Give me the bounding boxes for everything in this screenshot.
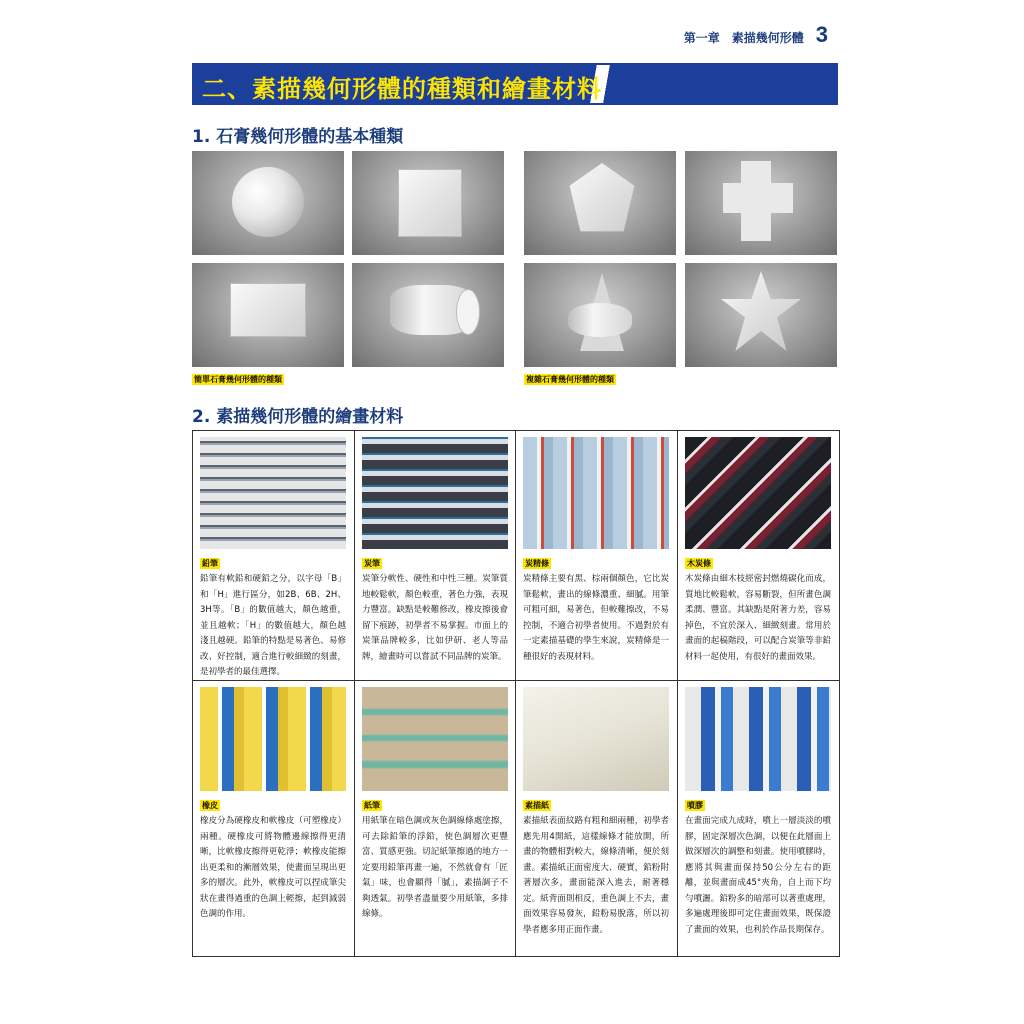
material-description: 橡皮分為硬橡皮和軟橡皮（可塑橡皮）兩種。硬橡皮可將物體邊線擦得更清晰，比軟橡皮擦得更乾淨；軟橡皮能擦出更柔和的漸層效果，使畫面呈現出更多的層次。此外，軟橡皮可以捏成筆尖狀在畫得過重的色調上輕擦，起到減弱色調的作用。 [200, 816, 346, 919]
section-title: 二、素描幾何形體的種類和繪畫材料 [202, 75, 602, 103]
material-cell-willow-charcoal [678, 431, 839, 681]
prism-shape [230, 283, 306, 337]
material-description: 炭筆分軟性、硬性和中性三種。炭筆質地較鬆軟，顏色較重，著色力強，表現力豐富。缺點是較難修改，橡皮擦後會留下痕跡，初學者不易掌握。市面上的炭筆品牌較多，比如伊研、老人等品牌，繪畫時可以嘗試不同品牌的炭筆。 [362, 574, 508, 662]
photo-dodecahedron [524, 151, 676, 255]
material-label: 炭精條 [525, 559, 549, 568]
material-cell-charcoal-stick [516, 431, 678, 681]
material-cell-eraser [193, 681, 355, 956]
material-label: 橡皮 [202, 801, 218, 810]
material-label: 噴膠 [687, 801, 703, 810]
paper-stumps-photo [362, 687, 508, 791]
material-description: 在畫面完成九成時，噴上一層淡淡的噴膠，固定深層次色調，以便在此層面上做深層次的調整和刻畫。使用噴膠時，應將其與畫面保持50公分左右的距離，並與畫面成45°夾角，自上而下均勻噴灑。鉛粉多的暗部可以著重處理，多遍處理後即可定住畫面效果，既保證了畫面的效果，也利於作品長期保存。 [685, 816, 831, 935]
material-cell-paper-stump [355, 681, 516, 956]
material-cell-pencil [193, 431, 355, 681]
photo-cone-cylinder [524, 263, 676, 367]
fixative-spray-photo [685, 687, 831, 791]
page-header [684, 22, 828, 48]
sphere-shape [232, 167, 304, 237]
material-label: 炭筆 [364, 559, 380, 568]
charcoal-sticks-photo [523, 437, 669, 549]
dodecahedron-shape [566, 163, 638, 239]
material-description: 用紙筆在暗色調或灰色調線條處塗擦，可去除鉛筆的浮鉛，使色調層次更豐富、質感更強。切記紙筆擦過的地方一定要用鉛筆再畫一遍，不然就會有「匠氣」味，也會顯得「膩」，素描調子不夠透氣。初學者盡量要少用紙筆，多排線條。 [362, 816, 508, 919]
material-label: 素描紙 [525, 801, 549, 810]
photo-cross-shape [685, 151, 837, 255]
caption-complex-shapes: 複雜石膏幾何形體的種類 [526, 375, 614, 384]
erasers-photo [200, 687, 346, 791]
cross-horizontal [723, 183, 793, 213]
photo-star-shape [685, 263, 837, 367]
drawing-paper-photo [523, 687, 669, 791]
cylinder-end [456, 289, 480, 335]
chapter-title: 第一章 素描幾何形體 [683, 31, 804, 45]
subsection-title-1: 1. 石膏幾何形體的基本種類 [192, 127, 404, 147]
photo-sphere [192, 151, 344, 255]
material-label: 鉛筆 [202, 559, 218, 568]
page-number: 3 [815, 22, 828, 47]
material-description: 素描紙表面紋路有粗和細兩種，初學者應先用4開紙，這樣線條才能放開，所畫的物體相對較大，線條清晰，便於刻畫。素描紙正面密度大、硬實，鉛粉附著層次多，畫面能深入進去，耐著穩定。紙背面則相反，重色調上不去，畫面效果容易發灰，鉛粉易脫落，所以初學者應多用正面作畫。 [523, 816, 669, 935]
pencils-photo [200, 437, 346, 549]
star-shape [721, 271, 801, 351]
cube-shape [398, 169, 462, 237]
material-cell-drawing-paper [516, 681, 678, 956]
section-banner [192, 63, 838, 105]
material-label: 木炭條 [687, 559, 711, 568]
photo-cylinder [352, 263, 504, 367]
caption-simple-shapes: 簡單石膏幾何形體的種類 [194, 375, 282, 384]
material-description: 鉛筆有軟鉛和硬鉛之分，以字母「B」和「H」進行區分，如2B、6B、2H、3H等。「B」的數值越大，顏色越重，並且越軟；「H」的數值越大，顏色越淺且越硬。鉛筆的特點是易著色、易修改、好控制，適合進行較細緻的刻畫，是初學者的最佳選擇。 [200, 574, 346, 677]
materials-table [192, 430, 840, 957]
material-description: 木炭條由細木枝經密封燃燒碳化而成，質地比較鬆軟，容易斷裂，但所畫色調柔潤、豐富。其缺點是附著力差，容易掉色，不宜於深入、細緻刻畫。常用於畫面的起稿階段，可以配合炭筆等非鉛材料一起使用，有很好的畫面效果。 [685, 574, 831, 662]
material-cell-fixative [678, 681, 839, 956]
willow-charcoal-photo [685, 437, 831, 549]
subsection-title-2: 2. 素描幾何形體的繪畫材料 [192, 407, 404, 427]
cone-cylinder-shape [568, 303, 632, 337]
material-label: 紙筆 [364, 801, 380, 810]
photo-cube [352, 151, 504, 255]
photo-rectangular-prism [192, 263, 344, 367]
material-description: 炭精條主要有黑、棕兩個顏色，它比炭筆鬆軟，畫出的線條濃重、細膩。用筆可粗可細，易著色，但較難擦改，不易控制，不適合初學者使用。不過對於有一定素描基礎的學生來說，炭精條是一種很好的表現材料。 [523, 574, 669, 662]
material-cell-charcoal-pencil [355, 431, 516, 681]
charcoal-pencils-photo [362, 437, 508, 549]
